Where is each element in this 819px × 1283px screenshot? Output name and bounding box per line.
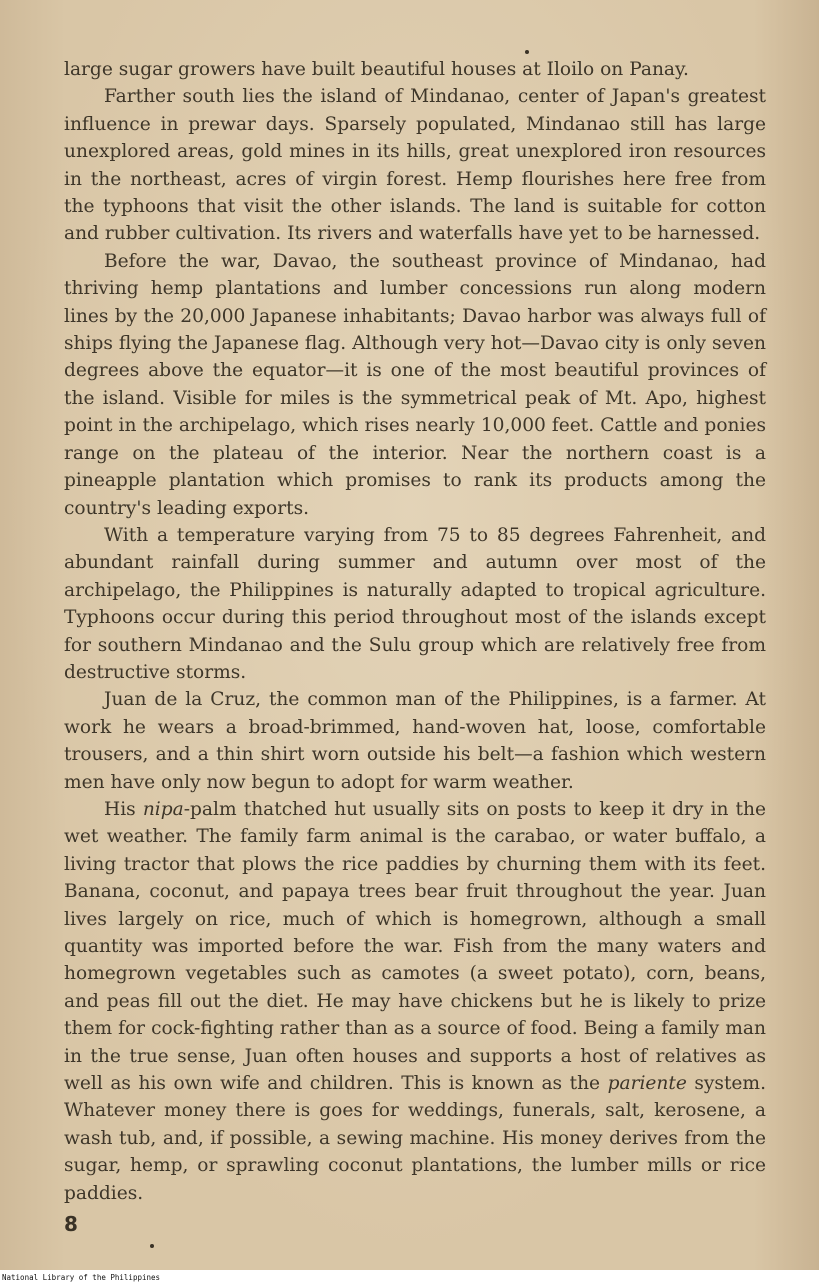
- paragraph-4-text: With a temperature varying from 75 to 85 degrees Fahrenheit, and abundant rainfall during summer and autumn over most of the archipelago, the Philippines is naturally adapted to tropical agriculture. Typhoons occur during this period throughout most of the islands except for southern Mindanao and the Sulu group which are relatively free from destructive storms.: [64, 524, 766, 683]
- paragraph-6: [64, 796, 766, 1207]
- paragraph-2-text: Farther south lies the island of Mindanao, center of Japan's greatest influence in prewar days. Sparsely populated, Mindanao still has large unexplored areas, gold mines in its hills, great unexplored iron resources in the northeast, acres of virgin forest. Hemp flourishes here free from the typhoons that visit the other islands. The land is suitable for cotton and rubber cultivation. Its rivers and waterfalls have yet to be harnessed.: [64, 86, 766, 245]
- paragraph-5: [64, 686, 766, 796]
- paragraph-6-text-c: system. Whatever money there is goes for weddings, funerals, salt, kerosene, a wash tub, and, if possible, a sewing machine. His money derives from the sugar, hemp, or sprawling coconut plantations, the lumber mills or rice paddies.: [64, 1073, 766, 1204]
- paragraph-2: [64, 83, 766, 247]
- body-text: [64, 56, 766, 1207]
- paragraph-3-text: Before the war, Davao, the southeast province of Mindanao, had thriving hemp plantations and lumber concessions run along modern lines by the 20,000 Japanese inhabitants; Davao harbor was always full of ships flying the Japanese flag. Although very hot—Davao city is only seven degrees above the equator—it is one of the most beautiful provinces of the island. Visible for miles is the symmetrical peak of Mt. Apo, highest point in the archipelago, which rises nearly 10,000 feet. Cattle and ponies range on the plateau of the interior. Near the northern coast is a pineapple plantation which promises to rank its products among the country's leading exports.: [64, 250, 766, 519]
- print-speck: [150, 1244, 154, 1248]
- print-speck: [525, 50, 529, 54]
- paragraph-5-text: Juan de la Cruz, the common man of the Philippines, is a farmer. At work he wears a broad-brimmed, hand-woven hat, loose, comfortable trousers, and a thin shirt worn outside his belt—a fashion which western men have only now begun to adopt for warm weather.: [64, 689, 766, 793]
- paragraph-1-text: large sugar growers have built beautiful houses at Iloilo on Panay.: [64, 59, 689, 80]
- paragraph-6-text-b: -palm thatched hut usually sits on posts to keep it dry in the wet weather. The family farm animal is the carabao, or water buffalo, a living tractor that plows the rice paddies by churning them with its feet. Banana, coconut, and papaya trees bear fruit throughout the year. Juan lives largely on rice, much of which is homegrown, although a small quantity was imported before the war. Fish from the many waters and homegrown vegetables such as camotes (a sweet potato), corn, beans, and peas fill out the diet. He may have chickens but he is likely to prize them for cock-fighting rather than as a source of food. Being a family man in the true sense, Juan often houses and supports a host of relatives as well as his own wife and children. This is known as the: [64, 798, 766, 1095]
- paragraph-3: [64, 248, 766, 522]
- paragraph-6-text-a: His: [104, 798, 143, 820]
- italic-term-nipa: nipa: [142, 798, 184, 820]
- library-credit: National Library of the Philippines: [2, 1273, 161, 1282]
- italic-term-pariente: pariente: [607, 1073, 687, 1095]
- page-number: 8: [64, 1212, 78, 1236]
- paragraph-1: [64, 56, 766, 83]
- paragraph-4: [64, 522, 766, 686]
